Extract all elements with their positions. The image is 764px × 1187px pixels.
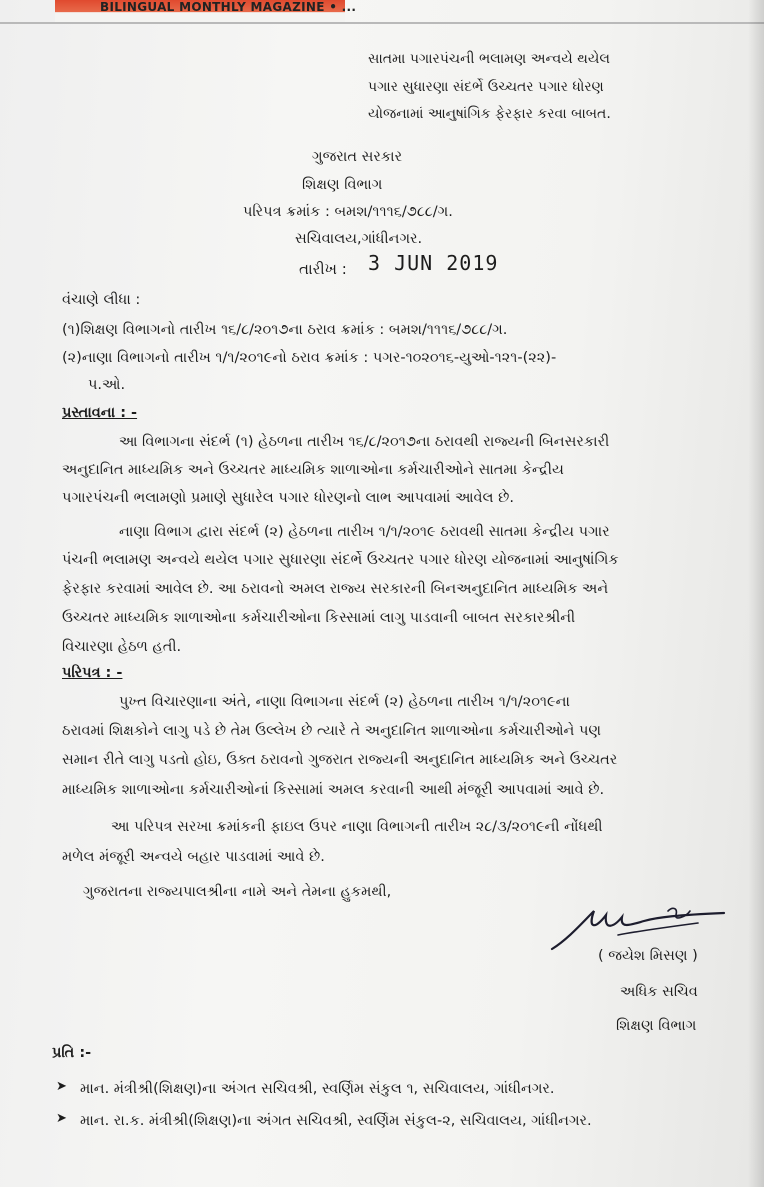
preamble-p1-line: અનુદાનિત માધ્યમિક અને ઉચ્ચતર માધ્યમિક શાળાઓના કર્મચારીઓને સાતમા કેન્દ્રીય (62, 462, 564, 478)
circular-p1-line: પુખ્ત વિચારણાના અંતે, નાણા વિભાગના સંદર્ભ (૨) હેઠળના તારીખ ૧/૧/૨૦૧૯ના (119, 694, 570, 710)
reference-item-2: (૨)નાણા વિભાગનો તારીખ ૧/૧/૨૦૧૯નો ઠરાવ ક્રમાંક : પગર-૧૦૨૦૧૬-યુઓ-૧૨૧-(૨૨)- (62, 350, 557, 366)
issue-place: સચિવાલય,ગાંધીનગર. (295, 231, 423, 247)
government-name: ગુજરાત સરકાર (312, 149, 403, 165)
page-edge-shadow (748, 0, 764, 1187)
preamble-heading: પ્રસ્તાવના : - (62, 405, 138, 421)
preamble-p2-line: ફેરફાર કરવામાં આવેલ છે. આ ઠરાવનો અમલ રાજ્ય સરકારની બિનઅનુદાનિત માધ્યમિક અને (62, 581, 609, 597)
preamble-p2-line: વિચારણા હેઠળ હતી. (62, 639, 182, 655)
governor-order-line: ગુજરાતના રાજ્યપાલશ્રીના નામે અને તેમના હુકમથી, (83, 884, 392, 900)
circular-p1-line: ઠરાવમાં શિક્ષકોને લાગુ પડે છે તેમ ઉલ્લેખ છે ત્યારે તે અનુદાનિત શાળાઓના કર્મચારીઓને પણ (62, 723, 602, 739)
date-stamp: 3 JUN 2019 (368, 251, 499, 275)
preamble-p2-line: પંચની ભલામણ અન્વયે થયેલ પગાર સુધારણા સંદર્ભે ઉચ્ચતર પગાર ધોરણ યોજનામાં આનુષાંગિક (62, 552, 619, 568)
department-name: શિક્ષણ વિભાગ (302, 177, 383, 193)
magazine-title: BILINGUAL MONTHLY MAGAZINE • ... (100, 0, 357, 14)
copy-recipient-item: માન. મંત્રીશ્રી(શિક્ષણ)ના અંગત સચિવશ્રી, સ્વર્ણિમ સંકુલ ૧, સચિવાલય, ગાંધીનગર. (80, 1081, 555, 1097)
arrow-bullet-icon: ➤ (56, 1079, 67, 1094)
date-label: તારીખ : (299, 260, 347, 278)
arrow-bullet-icon: ➤ (56, 1111, 67, 1126)
preamble-p2-line: નાણા વિભાગ દ્વારા સંદર્ભ (૨) હેઠળના તારીખ ૧/૧/૨૦૧૯ ઠરાવથી સાતમા કેન્દ્રીય પગાર (119, 524, 610, 540)
circular-p2-line: આ પરિપત્ર સરખા ક્રમાંકની ફાઇલ ઉપર નાણા વિભાગની તારીખ ૨૮/૩/૨૦૧૯ની નોંધથી (111, 819, 603, 835)
signatory-designation: અધિક સચિવ (620, 984, 698, 1000)
references-heading: વંચાણે લીધા : (62, 292, 141, 308)
preamble-p2-line: ઉચ્ચતર માધ્યમિક શાળાઓના કર્મચારીઓના કિસ્સામાં લાગુ પાડવાની બાબત સરકારશ્રીની (62, 610, 576, 626)
subject-line-1: સાતમા પગારપંચની ભલામણ અન્વયે થયેલ (368, 51, 610, 67)
reference-item-2-cont: પ.ઓ. (88, 377, 126, 393)
preamble-p1-line: પગારપંચની ભલામણો પ્રમાણે સુધારેલ પગાર ધોરણનો લાભ આપવામાં આવેલ છે. (62, 490, 514, 506)
circular-p1-line: સમાન રીતે લાગુ પડતો હોઇ, ઉક્ત ઠરાવનો ગુજરાત રાજ્યની અનુદાનિત માધ્યમિક અને ઉચ્ચતર (62, 752, 618, 768)
circular-heading: પરિપત્ર : - (62, 665, 123, 681)
page-fold (0, 22, 764, 24)
circular-p1-line: માધ્યમિક શાળાઓના કર્મચારીઓનાં કિસ્સામાં અમલ કરવાની આથી મંજૂરી આપવામાં આવે છે. (62, 782, 605, 798)
copy-recipient-item: માન. રા.ક. મંત્રીશ્રી(શિક્ષણ)ના અંગત સચિવશ્રી, સ્વર્ણિમ સંકુલ-૨, સચિવાલય, ગાંધીનગર. (80, 1113, 592, 1129)
signatory-name: ( જયેશ મિસણ ) (598, 948, 698, 964)
circular-number: પરિપત્ર ક્રમાંક : બમશ/૧૧૧૬/૭૮૮/ગ. (243, 204, 453, 220)
copies-heading: પ્રતિ :- (52, 1045, 92, 1061)
preamble-p1-line: આ વિભાગના સંદર્ભ (૧) હેઠળના તારીખ ૧૬/૮/૨૦૧૭ના ઠરાવથી રાજ્યની બિનસરકારી (119, 434, 610, 450)
reference-item-1: (૧)શિક્ષણ વિભાગનો તારીખ ૧૬/૮/૨૦૧૭ના ઠરાવ ક્રમાંક : બમશ/૧૧૧૬/૭૮૮/ગ. (62, 322, 508, 338)
circular-p2-line: મળેલ મંજૂરી અન્વયે બહાર પાડવામાં આવે છે. (62, 849, 325, 865)
subject-line-2: પગાર સુધારણા સંદર્ભે ઉચ્ચતર પગાર ધોરણ (368, 79, 604, 95)
signatory-department: શિક્ષણ વિભાગ (616, 1018, 697, 1034)
subject-line-3: યોજનામાં આનુષાંગિક ફેરફાર કરવા બાબત. (368, 106, 611, 122)
